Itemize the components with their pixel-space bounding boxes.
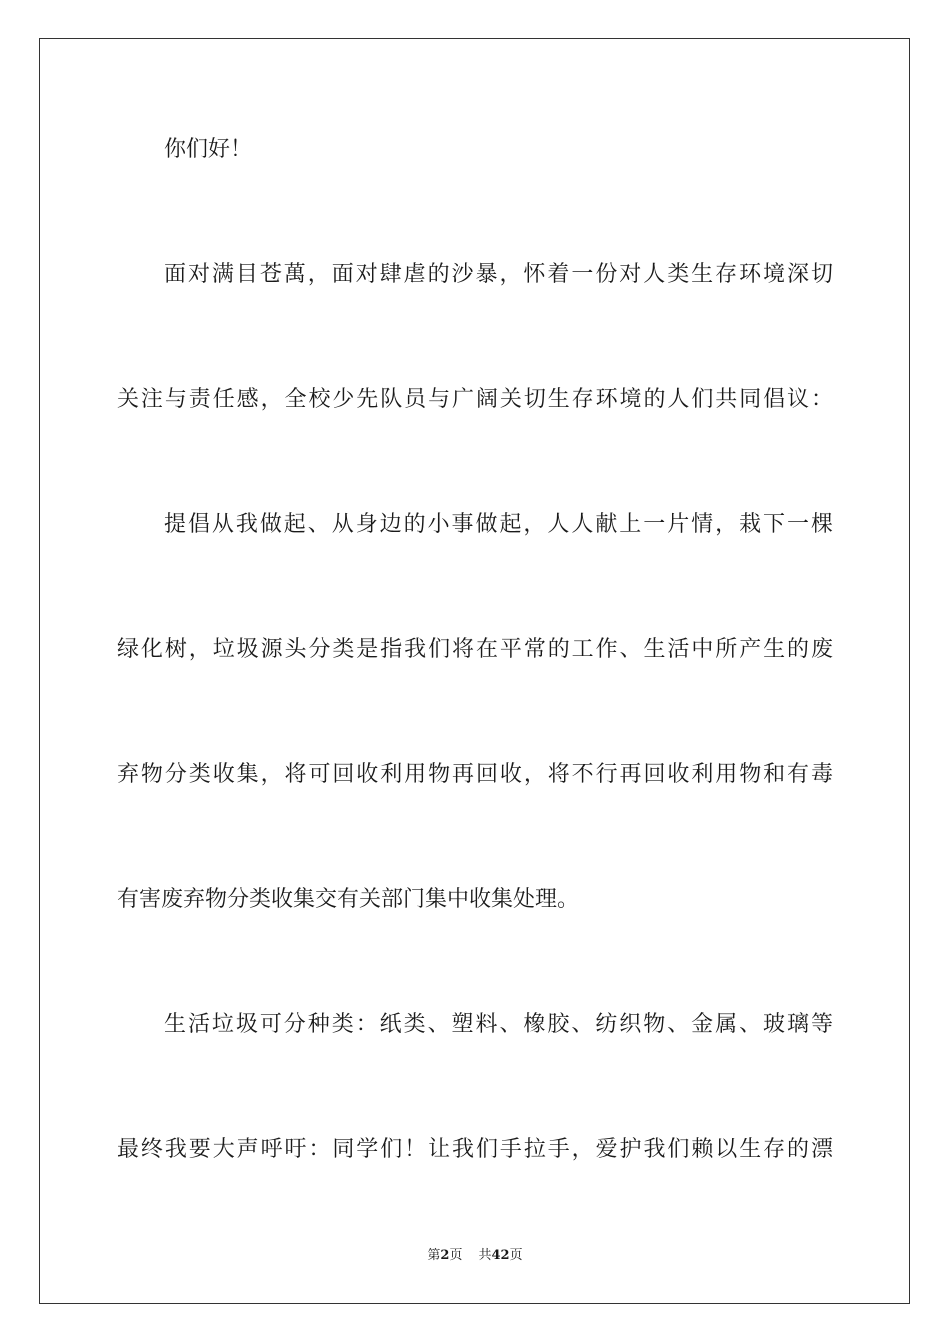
text-line-paragraph-1-line-2: 关注与责任感，全校少先队员与广阔关切生存环境的人们共同倡议： bbox=[117, 387, 833, 412]
text-line-paragraph-2-line-4: 有害废弃物分类收集交有关部门集中收集处理。 bbox=[117, 887, 580, 912]
footer-page-prefix: 第 bbox=[427, 1248, 441, 1263]
footer-total-suffix: 页 bbox=[509, 1248, 523, 1263]
page-footer bbox=[0, 1247, 950, 1265]
text-line-paragraph-1-line-1: 面对满目苍萬，面对肆虐的沙暴，怀着一份对人类生存环境深切 bbox=[164, 262, 833, 287]
text-line-paragraph-3-line-1: 生活垃圾可分种类：纸类、塑料、橡胶、纺织物、金属、玻璃等 bbox=[164, 1012, 833, 1037]
text-line-paragraph-4-line-1: 最终我要大声呼吁：同学们！让我们手拉手，爱护我们赖以生存的漂 bbox=[117, 1137, 833, 1162]
footer-page-suffix: 页 bbox=[449, 1248, 463, 1263]
text-line-paragraph-2-line-1: 提倡从我做起、从身边的小事做起，人人献上一片情，栽下一棵 bbox=[164, 512, 833, 537]
page-border bbox=[39, 38, 910, 1304]
footer-total-prefix: 共 bbox=[478, 1248, 492, 1263]
text-line-paragraph-2-line-2: 绿化树，垃圾源头分类是指我们将在平常的工作、生活中所产生的废 bbox=[117, 637, 833, 662]
text-line-greeting: 你们好！ bbox=[164, 137, 253, 162]
footer-page-number: 2 bbox=[440, 1248, 450, 1263]
footer-total-pages: 42 bbox=[491, 1248, 510, 1263]
text-line-paragraph-2-line-3: 弃物分类收集，将可回收利用物再回收，将不行再回收利用物和有毒 bbox=[117, 762, 833, 787]
